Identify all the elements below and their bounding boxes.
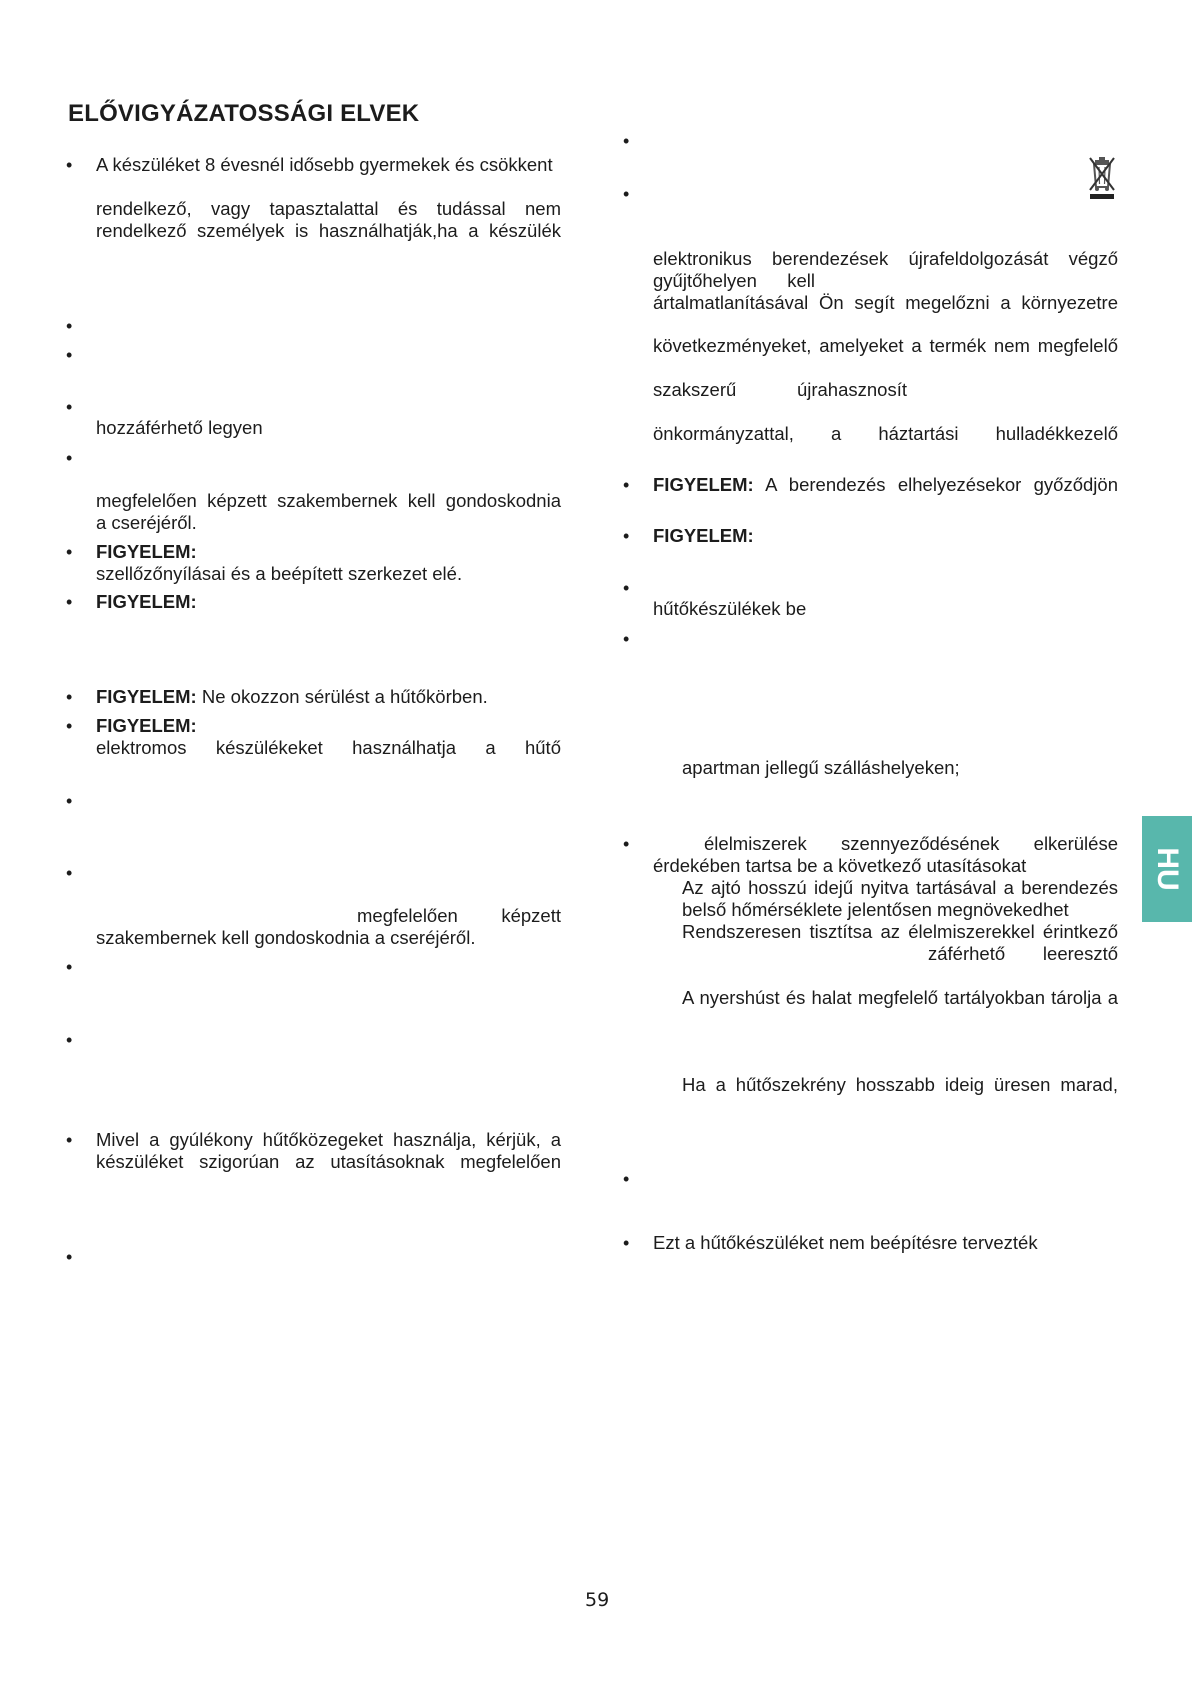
list-item-text: hűtőkészülékek be [653,598,807,619]
list-item-text: elektronikus berendezések újrafeldolgozását végző [653,248,1118,269]
bullet: • [623,578,630,598]
list-item-text: szakembernek kell gondoskodnia a cseréjéről. [96,927,476,948]
warning-label: FIGYELEM: [653,474,754,495]
bullet: • [66,1130,73,1150]
bullet: • [623,629,630,649]
list-item-text: rendelkező, vagy tapasztalattal és tudással nem [96,198,561,219]
warning-label: FIGYELEM: [653,525,754,546]
language-tab-label: HU [1151,847,1184,891]
list-item-text: szakszerű újrahasznosít [653,379,907,400]
list-item-text: Rendszeresen tisztítsa az élelmiszerekkel érintkező [682,921,1118,942]
bullet: • [623,1233,630,1253]
list-item-text: apartman jellegű szálláshelyeken; [682,757,960,778]
list-item-text: záférhető leeresztő [928,943,1118,964]
list-item-text: megfelelően képzett szakembernek kell gondoskodnia [96,490,561,511]
list-item-text: elektromos készülékeket használhatja a hűtő [96,737,561,758]
bullet: • [66,791,73,811]
list-item-text: megfelelően képzett [357,905,561,926]
list-item-text: A nyershúst és halat megfelelő tartályokban tárolja a [682,987,1118,1008]
bullet: • [623,526,630,546]
bullet: • [623,184,630,204]
bullet: • [66,448,73,468]
bullet: • [66,397,73,417]
list-item-text: élelmiszerek szennyeződésének elkerülése [704,833,1118,854]
bullet: • [66,316,73,336]
list-item-text: érdekében tartsa be a következő utasításokat [653,855,1027,876]
list-item-text: Ezt a hűtőkészüléket nem beépítésre tervezték [653,1232,1038,1253]
bullet: • [66,716,73,736]
bullet: • [623,131,630,151]
list-item-text: belső hőmérséklete jelentősen megnövekedhet [682,899,1069,920]
bullet: • [623,475,630,495]
bullet: • [66,863,73,883]
bullet: • [66,1247,73,1267]
list-item-text: önkormányzattal, a háztartási hulladékkezelő [653,423,1118,444]
bullet: • [623,834,630,854]
warning-label: FIGYELEM: [96,591,197,612]
warning-label: FIGYELEM: [96,541,197,562]
bullet: • [66,345,73,365]
list-item-text [96,686,488,708]
bullet: • [66,957,73,977]
warning-label: FIGYELEM: [96,715,197,736]
warning-label: FIGYELEM: [96,686,197,707]
list-item-text: Az ajtó hosszú idejű nyitva tartásával a berendezés [682,877,1118,898]
bullet: • [66,155,73,175]
list-item-text: A készüléket 8 évesnél idősebb gyermekek és csökkent [96,154,553,175]
crossed-bin-icon [1087,154,1117,200]
page-title: ELŐVIGYÁZATOSSÁGI ELVEK [68,100,420,127]
list-item-text: készüléket szigorúan az utasításoknak megfelelően [96,1151,561,1172]
list-item-text: Mivel a gyúlékony hűtőközegeket használja, kérjük, a [96,1129,561,1150]
list-item-text: rendelkező személyek is használhatják,ha a készülék [96,220,561,241]
bullet: • [66,592,73,612]
bullet: • [66,542,73,562]
list-item-text: A berendezés elhelyezésekor győződjön [753,474,1118,495]
list-item-text: gyűjtőhelyen kell [653,270,815,291]
page-number: 59 [585,1589,610,1611]
bullet: • [66,687,73,707]
list-item-text: hozzáférhető legyen [96,417,263,438]
bullet: • [623,1169,630,1189]
list-item-text: következményeket, amelyeket a termék nem megfelelő [653,335,1118,356]
list-item-text: Ha a hűtőszekrény hosszabb ideig üresen marad, [682,1074,1118,1095]
list-item-text: Ne okozzon sérülést a hűtőkörben. [196,686,488,707]
list-item-text: szellőzőnyílásai és a beépített szerkezet elé. [96,563,463,584]
list-item-text: a cseréjéről. [96,512,197,533]
list-item-text: ártalmatlanításával Ön segít megelőzni a környezetre [653,292,1118,313]
list-item-text [653,474,1118,496]
bullet: • [66,1030,73,1050]
language-tab [1142,816,1192,922]
